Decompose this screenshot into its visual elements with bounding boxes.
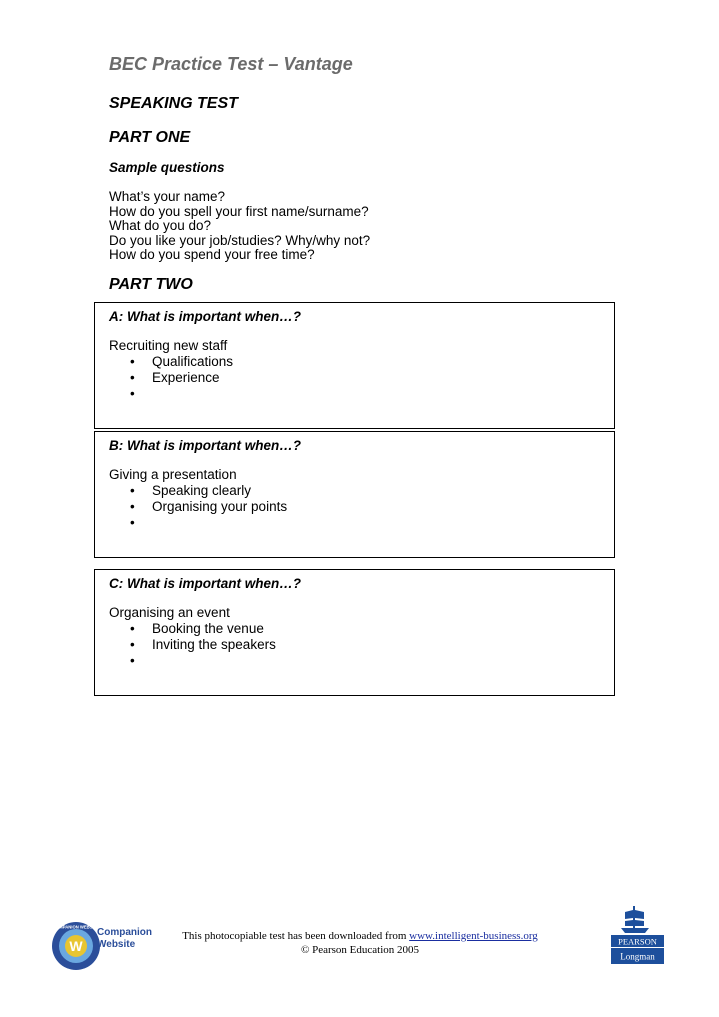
question-item: What’s your name? [109, 189, 226, 204]
task-card-title: B: What is important when…? [109, 438, 301, 453]
task-card-topic: Organising an event [109, 605, 230, 620]
footer-download-line: This photocopiable test has been downloaded from www.intelligent-business.org [182, 930, 538, 942]
task-card-topic: Recruiting new staff [109, 338, 228, 353]
bullet-icon: • [130, 515, 135, 530]
svg-text:Longman: Longman [620, 951, 655, 962]
bullet-icon: • [130, 637, 135, 652]
intelligent-business-link[interactable]: www.intelligent-business.org [409, 930, 538, 942]
bullet-icon: • [130, 621, 135, 636]
svg-text:W: W [69, 938, 83, 954]
part-one-heading: PART ONE [109, 129, 191, 146]
part-two-heading: PART TWO [109, 276, 193, 293]
question-item: How do you spell your first name/surname? [109, 203, 369, 219]
task-card-title: A: What is important when…? [109, 309, 301, 324]
bullet-icon: • [130, 354, 135, 369]
svg-text:Website: Website [97, 939, 136, 950]
pearson-ship-icon [611, 904, 664, 966]
sample-questions-heading: Sample questions [109, 160, 225, 175]
task-card-c: C: What is important when…? Organising an event • Booking the venue • Inviting the speakers • [94, 569, 615, 696]
svg-text:PEARSON: PEARSON [618, 936, 657, 947]
bullet-icon: • [130, 483, 135, 498]
document-title: BEC Practice Test – Vantage [109, 54, 353, 74]
question-list [109, 190, 370, 263]
task-card-b: B: What is important when…? Giving a presentation • Speaking clearly • Organising your points • [94, 431, 615, 558]
task-card-a: A: What is important when…? Recruiting new staff • Qualifications • Experience • [94, 302, 615, 429]
question-item: How do you spend your free time? [109, 247, 315, 263]
bullet-icon: • [130, 370, 135, 385]
bullet-icon: • [130, 653, 135, 668]
footer-copyright: © Pearson Education 2005 [300, 944, 420, 956]
task-card-title: C: What is important when…? [109, 576, 301, 591]
question-item: Do you like your job/studies? Why/why not? [109, 232, 371, 248]
speaking-test-heading: SPEAKING TEST [109, 95, 238, 112]
task-card-topic: Giving a presentation [109, 467, 237, 482]
bullet-icon: • [130, 499, 135, 514]
bullet-icon: • [130, 386, 135, 401]
pearson-longman-logo [611, 904, 664, 966]
question-item: What do you do? [109, 218, 212, 234]
svg-text:Companion: Companion [97, 927, 152, 938]
svg-text:COMPANION WEBSITE: COMPANION WEBSITE [53, 924, 99, 930]
